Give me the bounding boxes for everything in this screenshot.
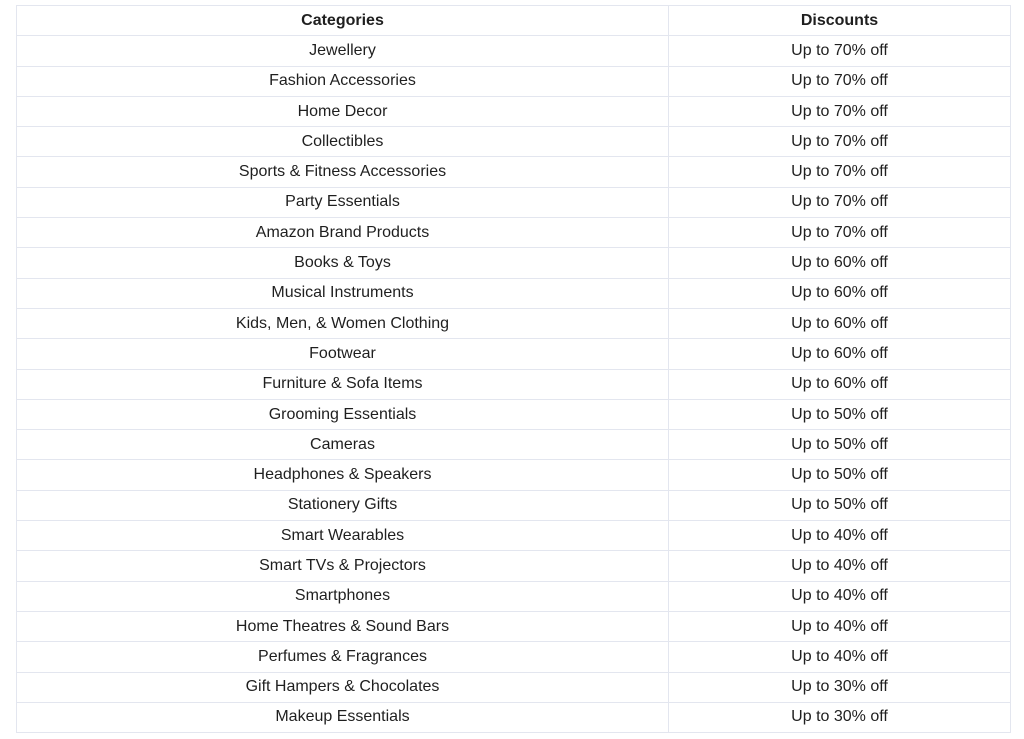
table-row [17,157,1011,187]
discounts-table-container [16,5,1010,733]
table-header-row [17,6,1011,36]
table-row [17,460,1011,490]
table-row [17,339,1011,369]
table-row [17,430,1011,460]
discount-cell: Up to 60% off [669,278,1011,308]
category-cell: Home Decor [17,96,669,126]
category-cell: Makeup Essentials [17,702,669,732]
discount-cell: Up to 70% off [669,36,1011,66]
table-row [17,581,1011,611]
table-row [17,642,1011,672]
table-body [17,36,1011,733]
category-cell: Smartphones [17,581,669,611]
category-cell: Headphones & Speakers [17,460,669,490]
category-cell: Kids, Men, & Women Clothing [17,308,669,338]
discounts-table [16,5,1011,733]
discount-cell: Up to 60% off [669,339,1011,369]
category-cell: Home Theatres & Sound Bars [17,611,669,641]
discount-cell: Up to 60% off [669,369,1011,399]
category-cell: Party Essentials [17,187,669,217]
discount-cell: Up to 60% off [669,248,1011,278]
category-cell: Books & Toys [17,248,669,278]
category-cell: Fashion Accessories [17,66,669,96]
category-cell: Jewellery [17,36,669,66]
table-row [17,551,1011,581]
discount-cell: Up to 70% off [669,66,1011,96]
category-cell: Amazon Brand Products [17,218,669,248]
table-row [17,218,1011,248]
discount-cell: Up to 70% off [669,218,1011,248]
discount-cell: Up to 40% off [669,521,1011,551]
category-cell: Stationery Gifts [17,490,669,520]
table-row [17,96,1011,126]
discount-cell: Up to 30% off [669,672,1011,702]
category-cell: Cameras [17,430,669,460]
discount-cell: Up to 40% off [669,551,1011,581]
category-cell: Smart TVs & Projectors [17,551,669,581]
discount-cell: Up to 40% off [669,611,1011,641]
table-row [17,611,1011,641]
table-row [17,248,1011,278]
discount-cell: Up to 40% off [669,581,1011,611]
category-cell: Sports & Fitness Accessories [17,157,669,187]
discount-cell: Up to 70% off [669,187,1011,217]
table-row [17,521,1011,551]
category-cell: Perfumes & Fragrances [17,642,669,672]
header-categories: Categories [17,6,669,36]
discount-cell: Up to 50% off [669,430,1011,460]
table-row [17,36,1011,66]
category-cell: Smart Wearables [17,521,669,551]
category-cell: Musical Instruments [17,278,669,308]
discount-cell: Up to 40% off [669,642,1011,672]
category-cell: Gift Hampers & Chocolates [17,672,669,702]
table-row [17,672,1011,702]
table-row [17,490,1011,520]
table-row [17,702,1011,732]
table-row [17,278,1011,308]
discount-cell: Up to 70% off [669,157,1011,187]
header-discounts: Discounts [669,6,1011,36]
category-cell: Grooming Essentials [17,399,669,429]
discount-cell: Up to 60% off [669,308,1011,338]
table-row [17,66,1011,96]
category-cell: Collectibles [17,127,669,157]
discount-cell: Up to 50% off [669,399,1011,429]
discount-cell: Up to 30% off [669,702,1011,732]
discount-cell: Up to 70% off [669,127,1011,157]
table-row [17,308,1011,338]
table-row [17,399,1011,429]
table-row [17,187,1011,217]
table-row [17,369,1011,399]
discount-cell: Up to 70% off [669,96,1011,126]
table-row [17,127,1011,157]
category-cell: Footwear [17,339,669,369]
discount-cell: Up to 50% off [669,460,1011,490]
category-cell: Furniture & Sofa Items [17,369,669,399]
discount-cell: Up to 50% off [669,490,1011,520]
